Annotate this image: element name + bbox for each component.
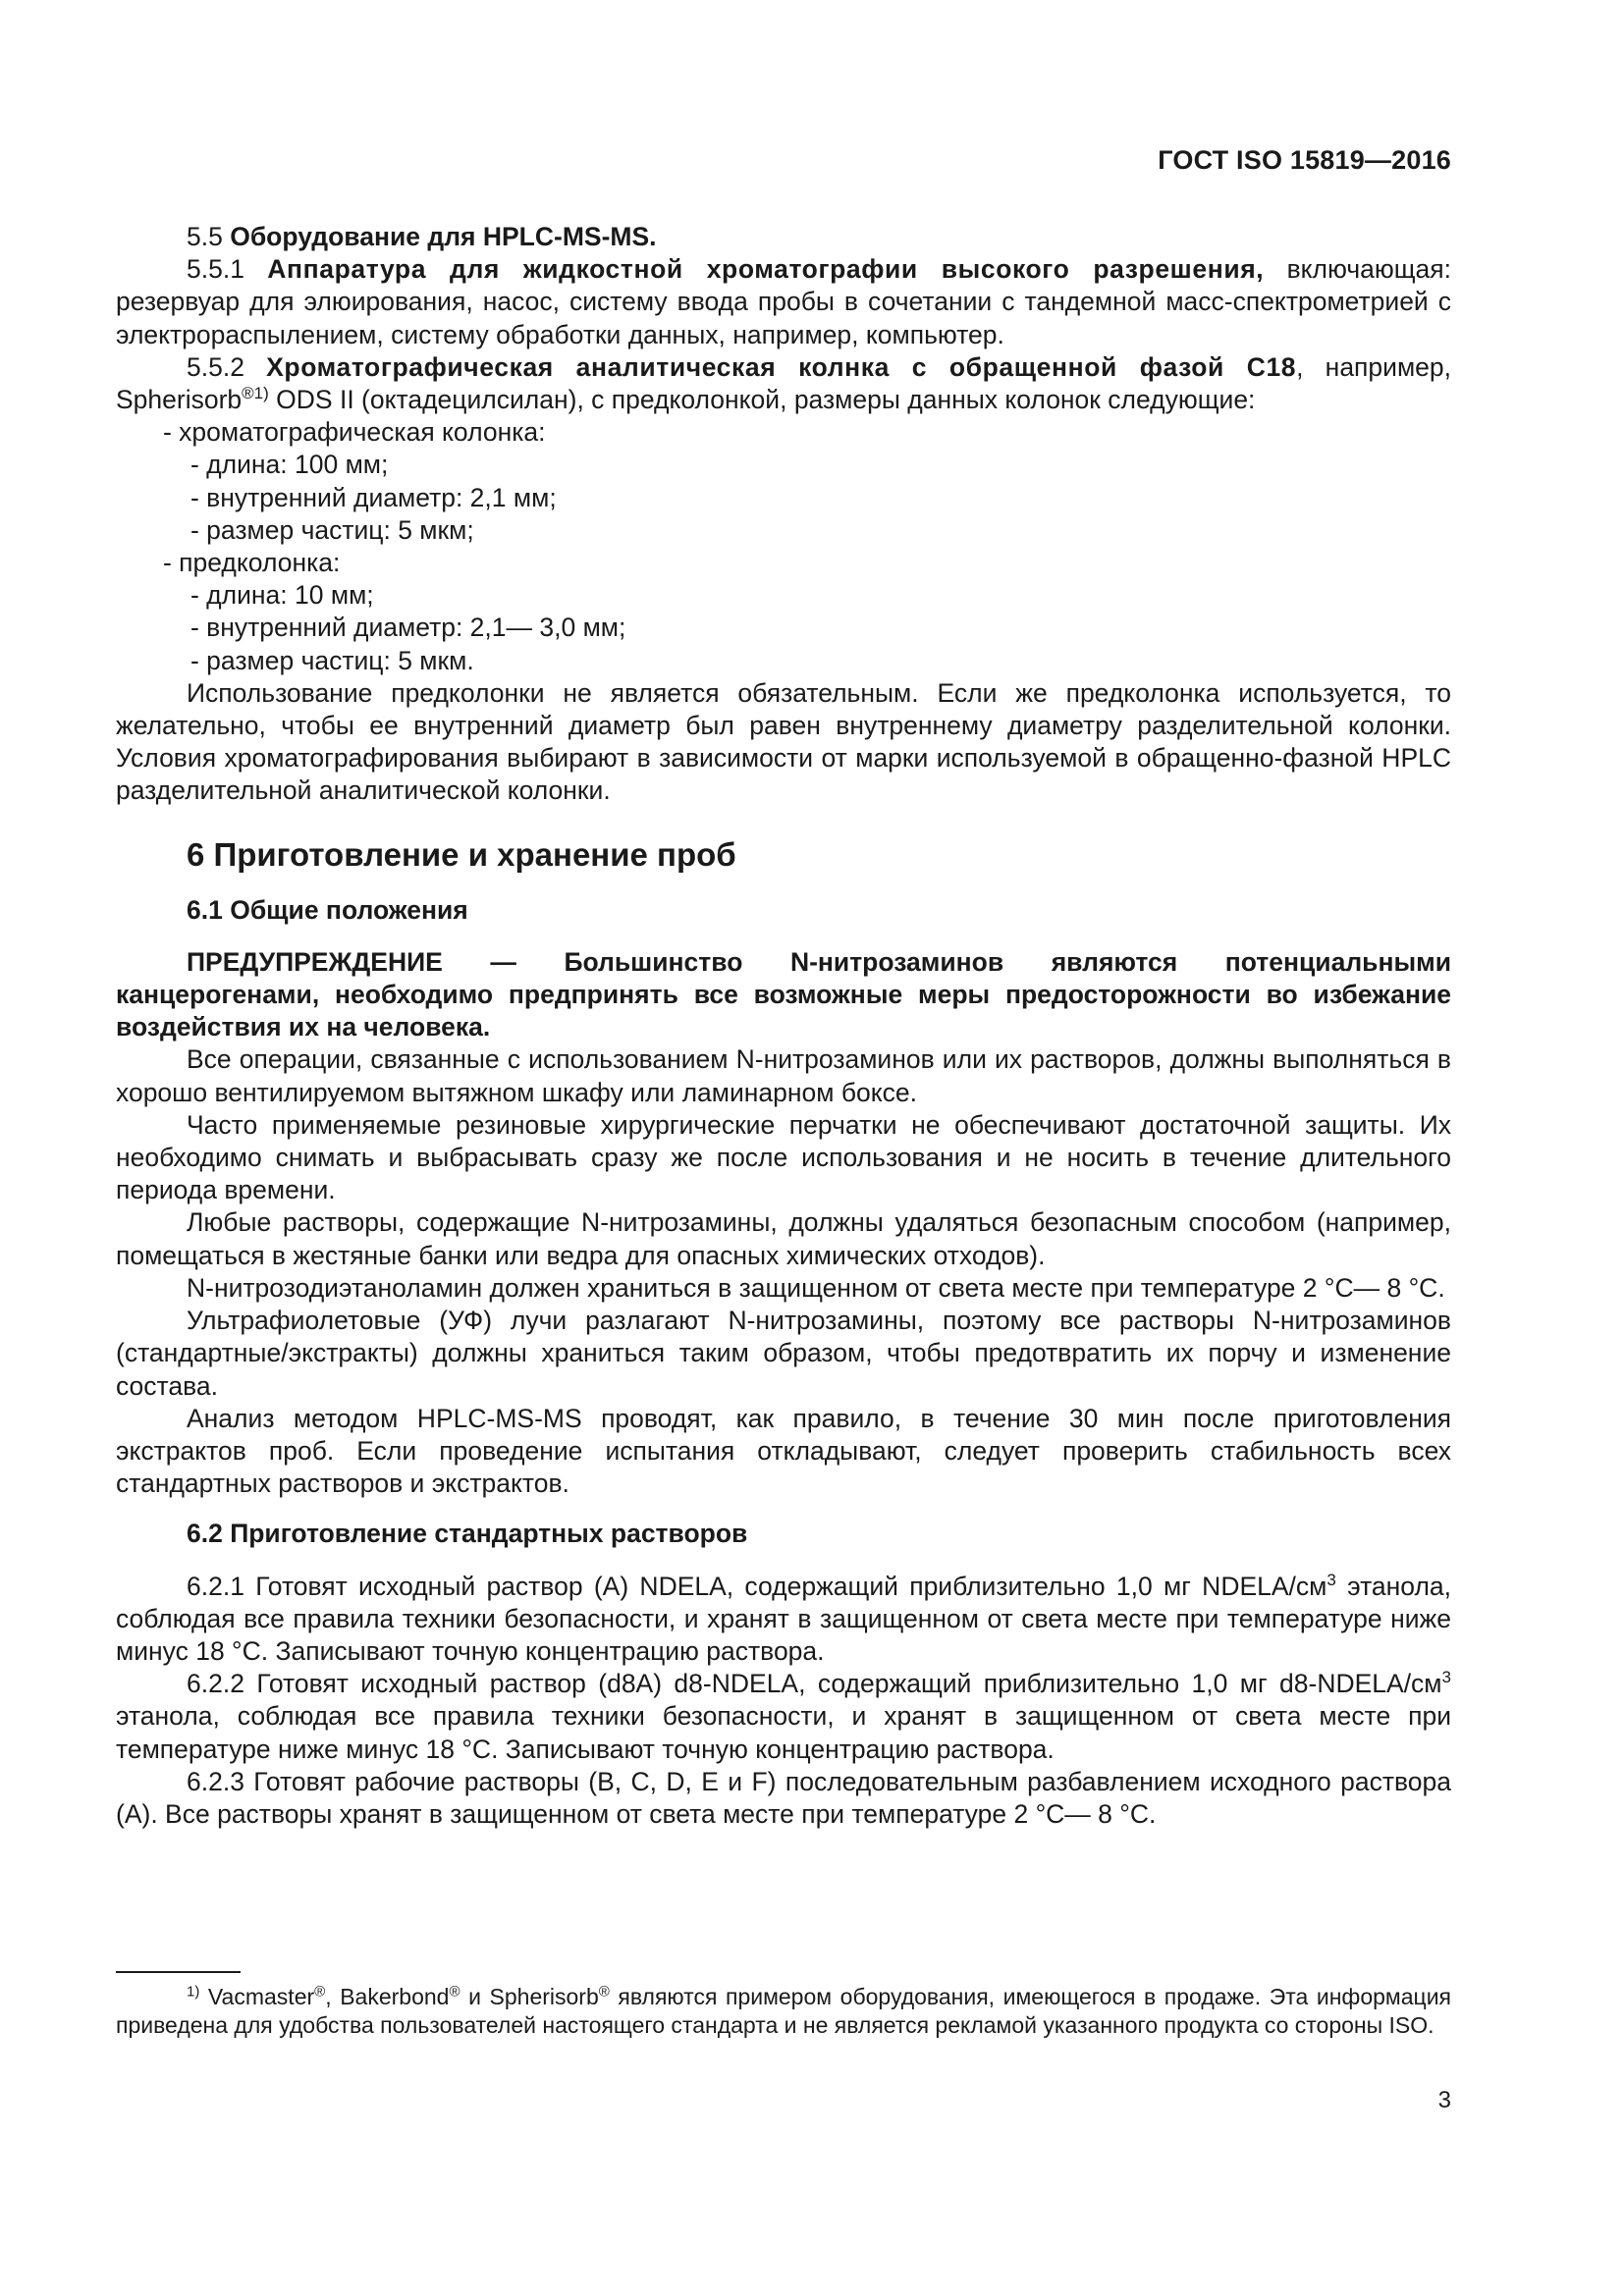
section-6-heading: 6 Приготовление и хранение проб [187, 835, 736, 873]
section-5-5-title: Оборудование для HPLC-MS-MS. [230, 222, 657, 251]
column-dimensions-list [116, 416, 1451, 677]
section-6-2-heading: 6.2 Приготовление стандартных растворов [187, 1519, 748, 1549]
paragraph: Любые растворы, содержащие N-нитрозамины, должны удаляться безопасным способом (например, помещаться в жестяные банки или ведра для опасных химических отходов). [116, 1207, 1451, 1270]
list-item: - внутренний диаметр: 2,1 мм; [190, 482, 557, 512]
section-6-2-2: 6.2.2 Готовят исходный раствор (d8A) d8-NDELA, содержащий приблизительно 1,0 мг $d8-NDELA/см^3$ этанола, соблюдая все правила техники безопасности, и хранят в защищенном от света месте при температуре ниже минус 18 °С. Записывают точную концентрацию раствора. [116, 1668, 1451, 1764]
section-5-5-2-title: Хроматографическая аналитическая колнка с обращенной фазой С18 [266, 351, 1297, 382]
list-item: - предколонка: [163, 548, 341, 578]
section-5-5-2: 5.5.2 Хроматографическая аналитическая колнка с обращенной фазой С18, например, Spherisorb$^{®1)}$ ODS II (октадецилсилан), с предколонкой, размеры данных колонок следующие: [116, 351, 1452, 415]
list-item: - внутренний диаметр: 2,1— 3,0 мм; [190, 613, 626, 643]
document-body [116, 221, 1451, 1831]
section-5-5: 5.5 Оборудование для HPLC-MS-MS. [187, 222, 657, 251]
footnote-reference: ®1) [242, 384, 269, 403]
footnote-divider [116, 1971, 241, 1973]
paragraph: N-нитрозодиэтаноламин должен храниться в защищенном от света месте при температуре 2 °С— 8 °С. [187, 1272, 1445, 1303]
list-item: - размер частиц: 5 мкм. [190, 645, 474, 675]
paragraph: Часто применяемые резиновые хирургические перчатки не обеспечивают достаточной защиты. Их необходимо снимать и выбрасывать сразу же после использования и не носить в течение длительного периода времени. [116, 1109, 1451, 1205]
section-5-5-1-title: Аппаратура для жидкостной хроматографии высокого разрешения, [267, 254, 1265, 285]
section-5-5-1: 5.5.1 Аппаратура для жидкостной хроматографии высокого разрешения, включающая: резервуар для элюирования, насос, систему ввода пробы в сочетании с тандемной масс-спектрометрией с электрораспылением, систему обработки данных, например, компьютер. [116, 254, 1451, 349]
list-item: - длина: 100 мм; [190, 450, 389, 480]
page-number: 3 [1437, 2087, 1451, 2113]
paragraph: Все операции, связанные с использованием N-нитрозаминов или их растворов, должны выполняться в хорошо вентилируемом вытяжном шкафу или ламинарном боксе. [116, 1044, 1451, 1107]
list-item: - размер частиц: 5 мкм; [190, 514, 474, 545]
list-item: - длина: 10 мм; [190, 580, 374, 611]
document-code-header: ГОСТ ISO 15819—2016 [1158, 145, 1451, 175]
footnote-marker: 1) [187, 1983, 200, 2001]
paragraph: Анализ методом HPLC-MS-MS проводят, как правило, в течение 30 мин после приготовления экстрактов проб. Если проведение испытания откладывают, следует проверить стабильность всех стандартных растворов и экстрактов. [116, 1403, 1451, 1499]
section-6-1-heading: 6.1 Общие положения [187, 894, 468, 925]
warning-paragraph: ПРЕДУПРЕЖДЕНИЕ — Большинство N-нитрозаминов являются потенциальными канцерогенами, необходимо предпринять все возможные меры предосторожности во избежание воздействия их на человека. [116, 946, 1451, 1042]
section-6-2-1: 6.2.1 Готовят исходный раствор (А) NDELA, содержащий приблизительно 1,0 мг NDELA/$см^3$ этанола, соблюдая все правила техники безопасности, и хранят в защищенном от света месте при температуре ниже минус 18 °С. Записывают точную концентрацию раствора. [116, 1570, 1452, 1666]
list-item: - хроматографическая колонка: [163, 417, 546, 448]
paragraph: Ультрафиолетовые (УФ) лучи разлагают N-нитрозамины, поэтому все растворы N-нитрозаминов (стандартные/экстракты) должны храниться таким образом, чтобы предотвратить их порчу и изменение состава. [116, 1306, 1451, 1401]
footnote: $^{1)}$ Vacmaster®, Bakerbond® и Spherisorb® являются примером оборудования, имеющегося в продаже. Эта информация приведена для удобства пользователей настоящего стандарта и не является рекламой указанного продукта со стороны ISO. [116, 1983, 1452, 2038]
precolumn-note: Использование предколонки не является обязательным. Если же предколонка используется, то желательно, чтобы ее внутренний диаметр был равен внутреннему диаметру разделительной колонки. Условия хроматографирования выбирают в зависимости от марки используемой в обращенно-фазной HPLC разделительной аналитической колонки. [116, 677, 1451, 806]
section-6-2-3: 6.2.3 Готовят рабочие растворы (В, С, D, Е и F) последовательным разбавлением исходного раствора (А). Все растворы хранят в защищенном от света месте при температуре 2 °С— 8 °С. [116, 1766, 1451, 1829]
